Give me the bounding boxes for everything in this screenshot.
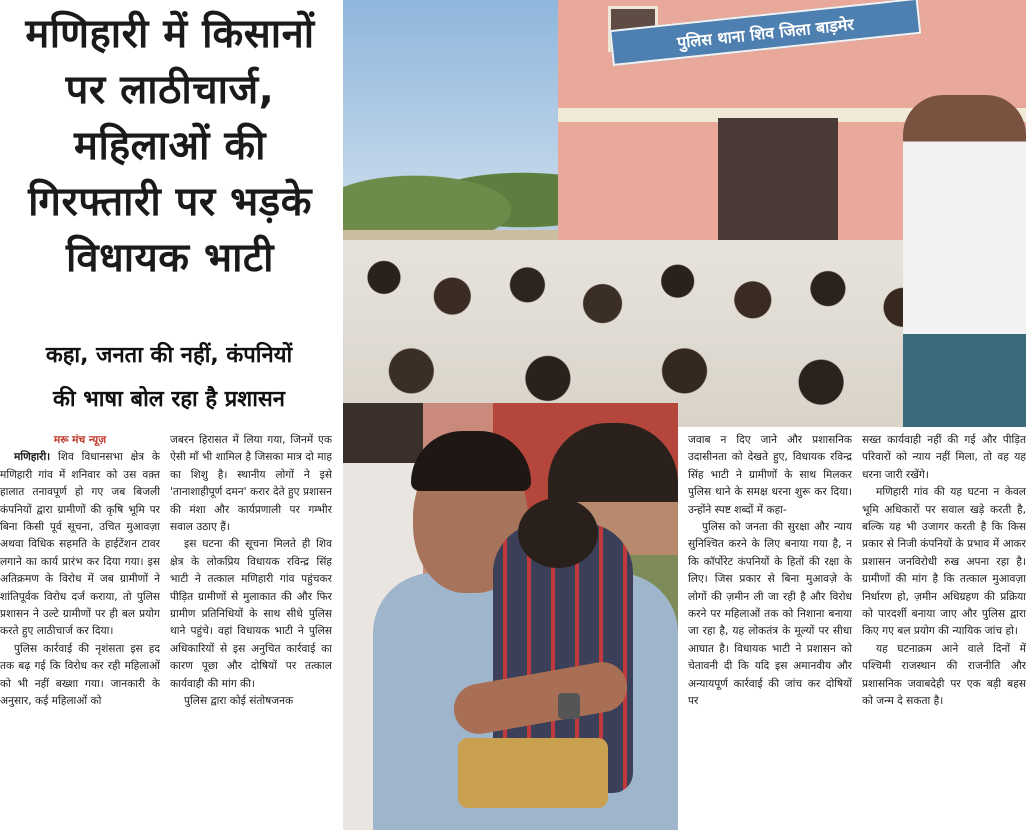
standing-man	[903, 95, 1026, 427]
article-column-1	[0, 432, 160, 828]
headline-block	[0, 0, 340, 425]
article-column-4	[862, 432, 1026, 828]
headline-line-1: मणिहारी में किसानों	[25, 11, 315, 57]
protest-crowd-photo	[343, 0, 1026, 427]
building-door	[718, 118, 838, 240]
col2-para-3: पुलिस द्वारा कोई संतोषजनक	[184, 695, 294, 708]
col3-para-2: पुलिस को जनता की सुरक्षा और न्याय सुनिश्चित करने के लिए बनाया गया है, न कि कॉर्पोरेट कंपनियों के हितों की रक्षा के लिए। जिस प्रकार से बिना मुआवज़े के लोगों की ज़मीन ली जा रही है और विरोध करने पर महिलाओं तक को निशाना बनाया जा रहा है, यह लोकतंत्र के मूल्यों पर सीधा आघात है। विधायक भाटी ने प्रशासन को चेतावनी दी कि यदि इस अमानवीय और अन्यायपूर्ण कार्रवाई की जांच कर दोषियों पर	[688, 521, 852, 708]
headline-line-5: विधायक भाटी	[66, 235, 274, 281]
article-column-3	[688, 432, 852, 828]
dateline: मणिहारी।	[14, 451, 51, 464]
col2-para-1: जबरन हिरासत में लिया गया, जिनमें एक ऐसी माँ भी शामिल है जिसका मात्र दो माह का शिशु है। स्थानीय लोगों ने इसे 'तानाशाहीपूर्ण दमन' करार देते हुए प्रशासन की मंशा और कार्यप्रणाली पर गम्भीर सवाल उठाए हैं।	[170, 434, 332, 534]
child-head	[518, 498, 598, 568]
col1-para-2: पुलिस कार्रवाई की नृशंसता इस हद तक बढ़ गई कि विरोध कर रही महिलाओं को भी नहीं बख्शा गया। जानकारी के अनुसार, कई महिलाओं को	[0, 642, 160, 708]
headline-line-2: पर लाठीचार्ज,	[65, 67, 275, 113]
headline	[4, 6, 336, 286]
headline-line-3: महिलाओं की	[74, 123, 266, 169]
wristwatch	[558, 693, 580, 719]
col4-para-2: मणिहारी गांव की यह घटना न केवल भूमि अधिकारों पर सवाल खड़े करती है, बल्कि यह भी उजागर करती है कि किस प्रकार से निजी कंपनियों के प्रभाव में आकर प्रशासन जनविरोधी रुख अपना रहा है। ग्रामीणों की मांग है कि तत्काल मुआवज़ा निर्धारण हो, ज़मीन अधिग्रहण की प्रक्रिया को पारदर्शी बनाया जाए और पुलिस द्वारा किए गए बल प्रयोग की न्यायिक जांच हो।	[862, 486, 1026, 638]
article-column-2	[170, 432, 332, 828]
headline-line-4: गिरफ्तारी पर भड़के	[28, 179, 312, 225]
subheadline	[0, 334, 338, 422]
col4-para-3: यह घटनाक्रम आने वाले दिनों में पश्चिमी राजस्थान की राजनीति और प्रशासनिक जवाबदेही पर एक बड़ी बहस को जन्म दे सकता है।	[862, 642, 1026, 708]
police-station-sign: पुलिस थाना शिव जिला बाड़मेर	[609, 0, 921, 66]
child-pants	[458, 738, 608, 808]
subhead-line-2: की भाषा बोल रहा है प्रशासन	[53, 387, 285, 412]
col3-para-1: जवाब न दिए जाने और प्रशासनिक उदासीनता को देखते हुए, विधायक रविन्द्र सिंह भाटी ने ग्रामीणों के साथ मिलकर पुलिस थाने के समक्ष धरना शुरू कर दिया। उन्होंने स्पष्ट शब्दों में कहा-	[688, 434, 852, 516]
col4-para-1: सख्त कार्यवाही नहीं की गई और पीड़ित परिवारों को न्याय नहीं मिला, तो वह यह धरना जारी रखेंगे।	[862, 434, 1026, 481]
col1-para-1	[0, 449, 160, 640]
subhead-line-1: कहा, जनता की नहीं, कंपनियों	[45, 343, 293, 368]
mla-holding-child-photo	[343, 403, 678, 830]
byline: मरू मंच न्यूज़	[53, 434, 107, 446]
col1-para-1-text: शिव विधानसभा क्षेत्र के मणिहारी गांव में शनिवार को उस वक़्त हालात तनावपूर्ण हो गए जब बिजली कंपनियों द्वारा ग्रामीणों की कृषि भूमि पर बिना किसी पूर्व सूचना, उचित मुआवज़ा अथवा विधिक सहमति के हाईटेंशन टावर लगाने का कार्य प्रारंभ कर दिया गया। इस अतिक्रमण के विरोध में जब ग्रामीणों ने शांतिपूर्वक विरोध दर्ज कराया, तो पुलिस प्रशासन ने उल्टे ग्रामीणों पर ही बल प्रयोग करते हुए लाठीचार्ज कर दिया।	[0, 451, 160, 638]
col2-para-2: इस घटना की सूचना मिलते ही शिव क्षेत्र के लोकप्रिय विधायक रविन्द्र सिंह भाटी ने तत्काल मणिहारी गांव पहुंचकर पीड़ित ग्रामीणों से मुलाकात की और फिर ग्रामीण प्रतिनिधियों के साथ सीधे पुलिस थाने पहुंचे। वहां विधायक भाटी ने पुलिस अधिकारियों से इस अनुचित कार्रवाई का कारण पूछा और दोषियों पर तत्काल कार्यवाही की मांग की।	[170, 538, 332, 690]
